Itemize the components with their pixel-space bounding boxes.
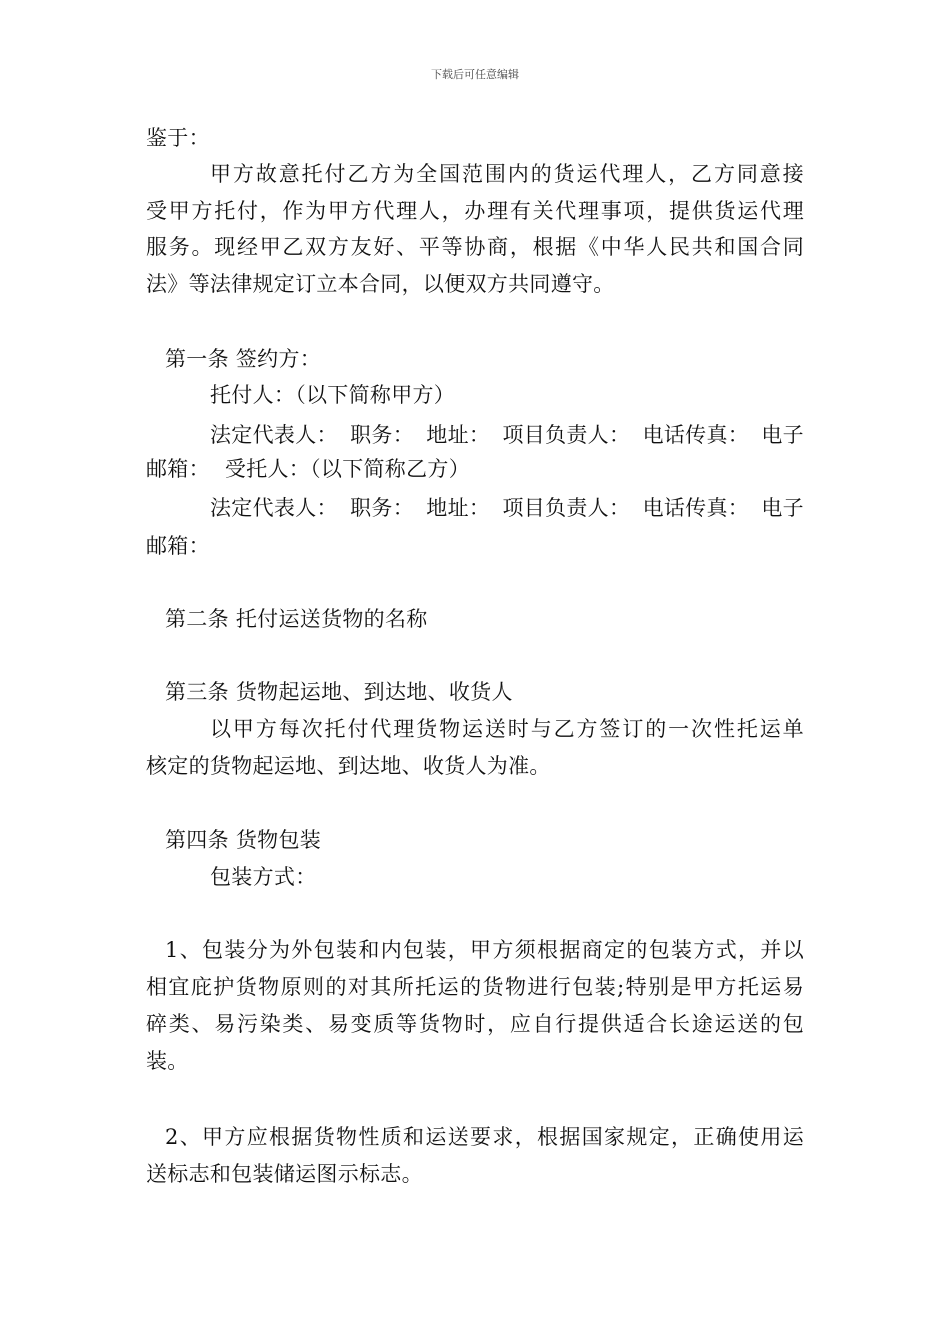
field-label: 法定代表人：	[210, 423, 338, 447]
preamble-line: 法》等法律规定订立本合同，以便双方共同遵守。	[146, 272, 615, 296]
field-label: 职务：	[350, 423, 414, 447]
party-b-email-line: 邮箱：	[146, 534, 210, 558]
preamble-line: 服务。现经甲乙双方友好、平等协商，根据《中华人民共和国合同	[146, 235, 804, 259]
agent-label: 受托人：（以下简称乙方）	[224, 457, 470, 481]
field-label: 电子	[761, 496, 804, 520]
page-header: 下载后可任意编辑	[431, 68, 519, 81]
preamble-line: 受甲方托付，作为甲方代理人，办理有关代理事项，提供货运代理	[146, 199, 804, 223]
principal-line: 托付人：（以下简称甲方）	[210, 383, 456, 407]
article3-line: 以甲方每次托付代理货物运送时与乙方签订的一次性托运单	[210, 717, 804, 741]
field-label: 地址：	[426, 496, 491, 520]
party-b-fields	[210, 494, 804, 522]
article4-title: 第四条 货物包装	[165, 828, 322, 852]
article4-subtitle: 包装方式：	[210, 865, 317, 889]
field-label: 法定代表人：	[210, 496, 338, 520]
party-a-fields	[210, 421, 804, 449]
field-label: 职务：	[350, 496, 414, 520]
article1-title: 第一条 签约方：	[165, 347, 322, 371]
article3-title: 第三条 货物起运地、到达地、收货人	[165, 680, 513, 704]
item2-line: 送标志和包装储运图示标志。	[146, 1162, 423, 1186]
field-label: 项目负责人：	[502, 496, 631, 520]
party-a-email-line	[146, 455, 470, 483]
item1-line: 1、包装分为外包装和内包装，甲方须根据商定的包装方式，并以	[165, 938, 804, 962]
article2-title: 第二条 托付运送货物的名称	[165, 607, 428, 631]
field-label: 邮箱：	[146, 457, 210, 481]
item1-line: 相宜庇护货物原则的对其所托运的货物进行包装;特别是甲方托运易	[146, 975, 804, 999]
item2-line: 2、甲方应根据货物性质和运送要求，根据国家规定，正确使用运	[165, 1125, 804, 1149]
field-label: 电子	[761, 423, 804, 447]
article3-line: 核定的货物起运地、到达地、收货人为准。	[146, 754, 551, 778]
field-label: 地址：	[426, 423, 491, 447]
field-label: 电话传真：	[642, 423, 750, 447]
field-label: 项目负责人：	[502, 423, 631, 447]
preamble-heading: 鉴于：	[146, 126, 210, 150]
item1-line: 碎类、易污染类、易变质等货物时，应自行提供适合长途运送的包	[146, 1012, 804, 1036]
item1-line: 装。	[146, 1049, 189, 1073]
preamble-line: 甲方故意托付乙方为全国范围内的货运代理人，乙方同意接	[210, 162, 804, 186]
field-label: 电话传真：	[642, 496, 750, 520]
